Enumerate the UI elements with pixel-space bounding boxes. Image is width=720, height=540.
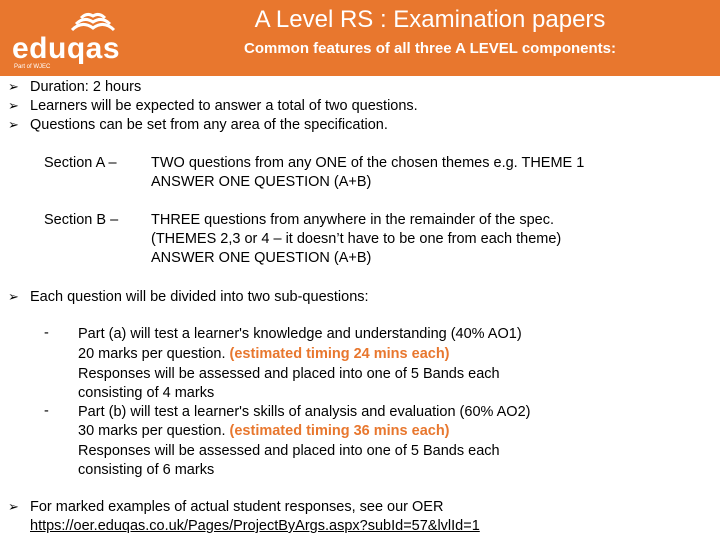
- section-b-label: Section B –: [44, 212, 119, 228]
- oer-link[interactable]: https://oer.eduqas.co.uk/Pages/ProjectByArgs.aspx?subId=57&lvlId=1: [30, 518, 480, 534]
- section-b-line-3: ANSWER ONE QUESTION (A+B): [151, 250, 372, 266]
- part-b-line-3: Responses will be assessed and placed into one of 5 Bands each: [78, 443, 500, 459]
- part-a-line-4: consisting of 4 marks: [78, 385, 215, 401]
- section-a-label: Section A –: [44, 155, 117, 171]
- page-subtitle: Common features of all three A LEVEL components:: [244, 40, 616, 57]
- bullet-two-questions: ➢ Learners will be expected to answer a total of two questions.: [8, 98, 418, 114]
- arrow-bullet-icon: ➢: [8, 117, 19, 132]
- bullet-oer: ➢ For marked examples of actual student responses, see our OER: [8, 499, 444, 515]
- bullet-any-area: ➢ Questions can be set from any area of the specification.: [8, 117, 388, 133]
- section-a-line-2: ANSWER ONE QUESTION (A+B): [151, 174, 372, 190]
- dash-marker: -: [44, 403, 49, 419]
- section-b-line-2: (THEMES 2,3 or 4 – it doesn’t have to be one from each theme): [151, 231, 562, 247]
- part-a-line-2: 20 marks per question. (estimated timing 24 mins each): [78, 346, 450, 362]
- header-banner: [0, 0, 720, 76]
- part-a-line-3: Responses will be assessed and placed into one of 5 Bands each: [78, 366, 500, 382]
- part-b-line-4: consisting of 6 marks: [78, 462, 215, 478]
- arrow-bullet-icon: ➢: [8, 289, 19, 304]
- dash-marker: -: [44, 325, 49, 341]
- part-a-line-1: Part (a) will test a learner's knowledge and understanding (40% AO1): [78, 326, 522, 342]
- bullet-each-question: ➢ Each question will be divided into two sub-questions:: [8, 289, 369, 305]
- section-b-line-1: THREE questions from anywhere in the remainder of the spec.: [151, 212, 554, 228]
- bullet-duration: ➢ Duration: 2 hours: [8, 79, 142, 95]
- section-a-line-1: TWO questions from any ONE of the chosen themes e.g. THEME 1: [151, 155, 585, 171]
- part-b-line-1: Part (b) will test a learner's skills of analysis and evaluation (60% AO2): [78, 404, 531, 420]
- logo-wordmark: eduqas: [12, 32, 121, 65]
- logo-tagline: Part of WJEC: [14, 64, 51, 70]
- oer-link-line: [30, 517, 480, 535]
- arrow-bullet-icon: ➢: [8, 499, 19, 514]
- part-b-line-2: 30 marks per question. (estimated timing 36 mins each): [78, 423, 450, 439]
- arrow-bullet-icon: ➢: [8, 98, 19, 113]
- arrow-bullet-icon: ➢: [8, 79, 19, 94]
- eduqas-logo: [10, 8, 120, 72]
- page-title: A Level RS : Examination papers: [254, 6, 606, 33]
